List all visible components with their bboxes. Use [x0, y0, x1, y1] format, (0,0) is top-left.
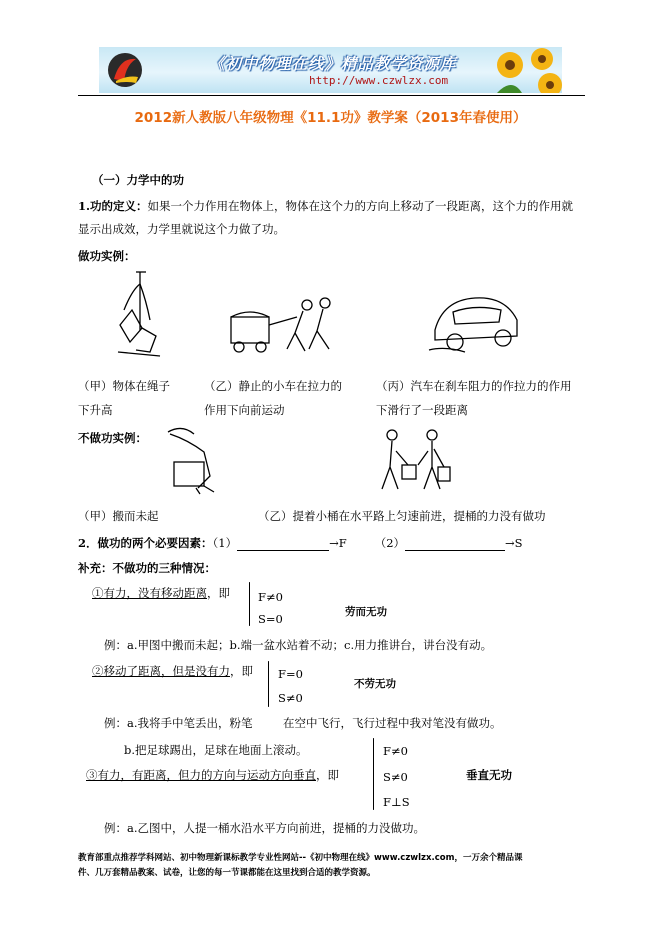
site-logo-icon — [106, 51, 144, 89]
car-braking-figure — [425, 280, 530, 360]
definition-text-1: 如果一个力作用在物体上，物体在这个力的方向上移动了一段距离，这个力的作用就 — [147, 199, 574, 213]
case3-condition-2: S≠0 — [383, 770, 408, 784]
factors-line — [78, 535, 523, 551]
header-banner — [99, 47, 562, 93]
banner-url: http://www.czwlzx.com — [309, 74, 449, 87]
do-work-heading: 做功实例： — [78, 249, 136, 263]
case1-example: 例：a.甲图中搬而未起；b.端一盆水站着不动；c.用力推讲台，讲台没有动。 — [104, 638, 493, 652]
case2-example-b: b.把足球踢出，足球在地面上滚动。 — [124, 743, 308, 757]
case3-condition-1: F≠0 — [383, 744, 408, 758]
work-caption-1-line1: （甲）物体在绳子 — [78, 379, 170, 393]
case3-brace — [373, 738, 374, 810]
case1-suffix: ，即 — [207, 586, 230, 600]
case2-condition-2: S≠0 — [278, 691, 303, 705]
definition-line-1 — [78, 198, 573, 214]
work-caption-3-line1: （丙）汽车在刹车阻力的作拉力的作用 — [376, 379, 572, 393]
case3-line — [86, 767, 339, 783]
no-work-heading: 不做功实例： — [78, 431, 147, 445]
case2-suffix: ，即 — [230, 664, 253, 678]
case1-brace — [249, 582, 250, 626]
page-footer — [78, 851, 583, 881]
supplement-heading: 补充：不做功的三种情况： — [78, 561, 216, 575]
factor-1-suffix: →F — [329, 536, 347, 550]
document-title: 2012新人教版八年级物理《11.1功》教学案（2013年春使用） — [134, 110, 527, 126]
factor-1-prefix: （1） — [212, 536, 238, 550]
definition-label: 1.功的定义： — [78, 199, 148, 213]
definition-text-2: 显示出成效，力学里就说这个力做了功。 — [78, 222, 285, 236]
header-rule — [78, 95, 585, 96]
case2-text: ②移动了距离，但是没有力 — [92, 664, 230, 678]
case1-label: 劳而无功 — [345, 606, 387, 618]
footer-line-2: 件、几万套精品教案、试卷，让您的每一节课都能在这里找到合适的教学资源。 — [78, 868, 376, 878]
case1-condition-1: F≠0 — [258, 590, 283, 604]
no-work-caption-1: （甲）搬而未起 — [78, 509, 159, 523]
case3-condition-3: F⊥S — [383, 795, 410, 809]
case3-example: 例：a.乙图中，人提一桶水沿水平方向前进，提桶的力没做功。 — [104, 821, 426, 835]
factor-2-suffix: →S — [505, 536, 523, 550]
carrying-bucket-figure — [362, 427, 452, 497]
case2-example-a: 例：a.我将手中笔丢出，粉笔 — [104, 716, 253, 730]
cart-pulling-figure — [225, 295, 350, 360]
sunflower-icon — [492, 47, 562, 93]
case3-label: 垂直无功 — [466, 768, 512, 782]
section-heading: （一）力学中的功 — [92, 173, 184, 187]
footer-line-1: 教育部重点推荐学科网站、初中物理新课标教学专业性网站--《初中物理在线》www.czwlzx.com，一万余个精品课 — [78, 853, 523, 863]
factor-1-blank[interactable] — [237, 550, 329, 551]
rope-lifting-figure — [110, 270, 170, 360]
factor-2-blank[interactable] — [405, 550, 505, 551]
case2-condition-1: F=0 — [278, 667, 303, 681]
work-caption-2-line2: 作用下向前运动 — [204, 403, 285, 417]
factor-2-prefix: （2） — [374, 536, 406, 550]
case1-condition-2: S=0 — [258, 612, 283, 626]
lifting-box-figure — [148, 422, 228, 497]
case2-brace — [268, 661, 269, 707]
case3-text: ③有力，有距离，但力的方向与运动方向垂直 — [86, 768, 316, 782]
work-caption-2-line1: （乙）静止的小车在拉力的 — [204, 379, 342, 393]
case3-suffix: ，即 — [316, 768, 339, 782]
case2-line — [92, 663, 253, 679]
work-caption-3-line2: 下滑行了一段距离 — [376, 403, 468, 417]
case2-example-a-cont: 在空中飞行，飞行过程中我对笔没有做功。 — [283, 716, 502, 730]
case1-line — [92, 585, 230, 601]
case2-label: 不劳无功 — [354, 678, 396, 690]
work-caption-1-line2: 下升高 — [78, 403, 113, 417]
case1-text: ①有力，没有移动距离 — [92, 586, 207, 600]
no-work-caption-2: （乙）提着小桶在水平路上匀速前进，提桶的力没有做功 — [258, 509, 546, 523]
factors-label: 2．做功的两个必要因素： — [78, 536, 213, 550]
banner-title: 《初中物理在线》精品教学资源库 — [209, 54, 457, 73]
